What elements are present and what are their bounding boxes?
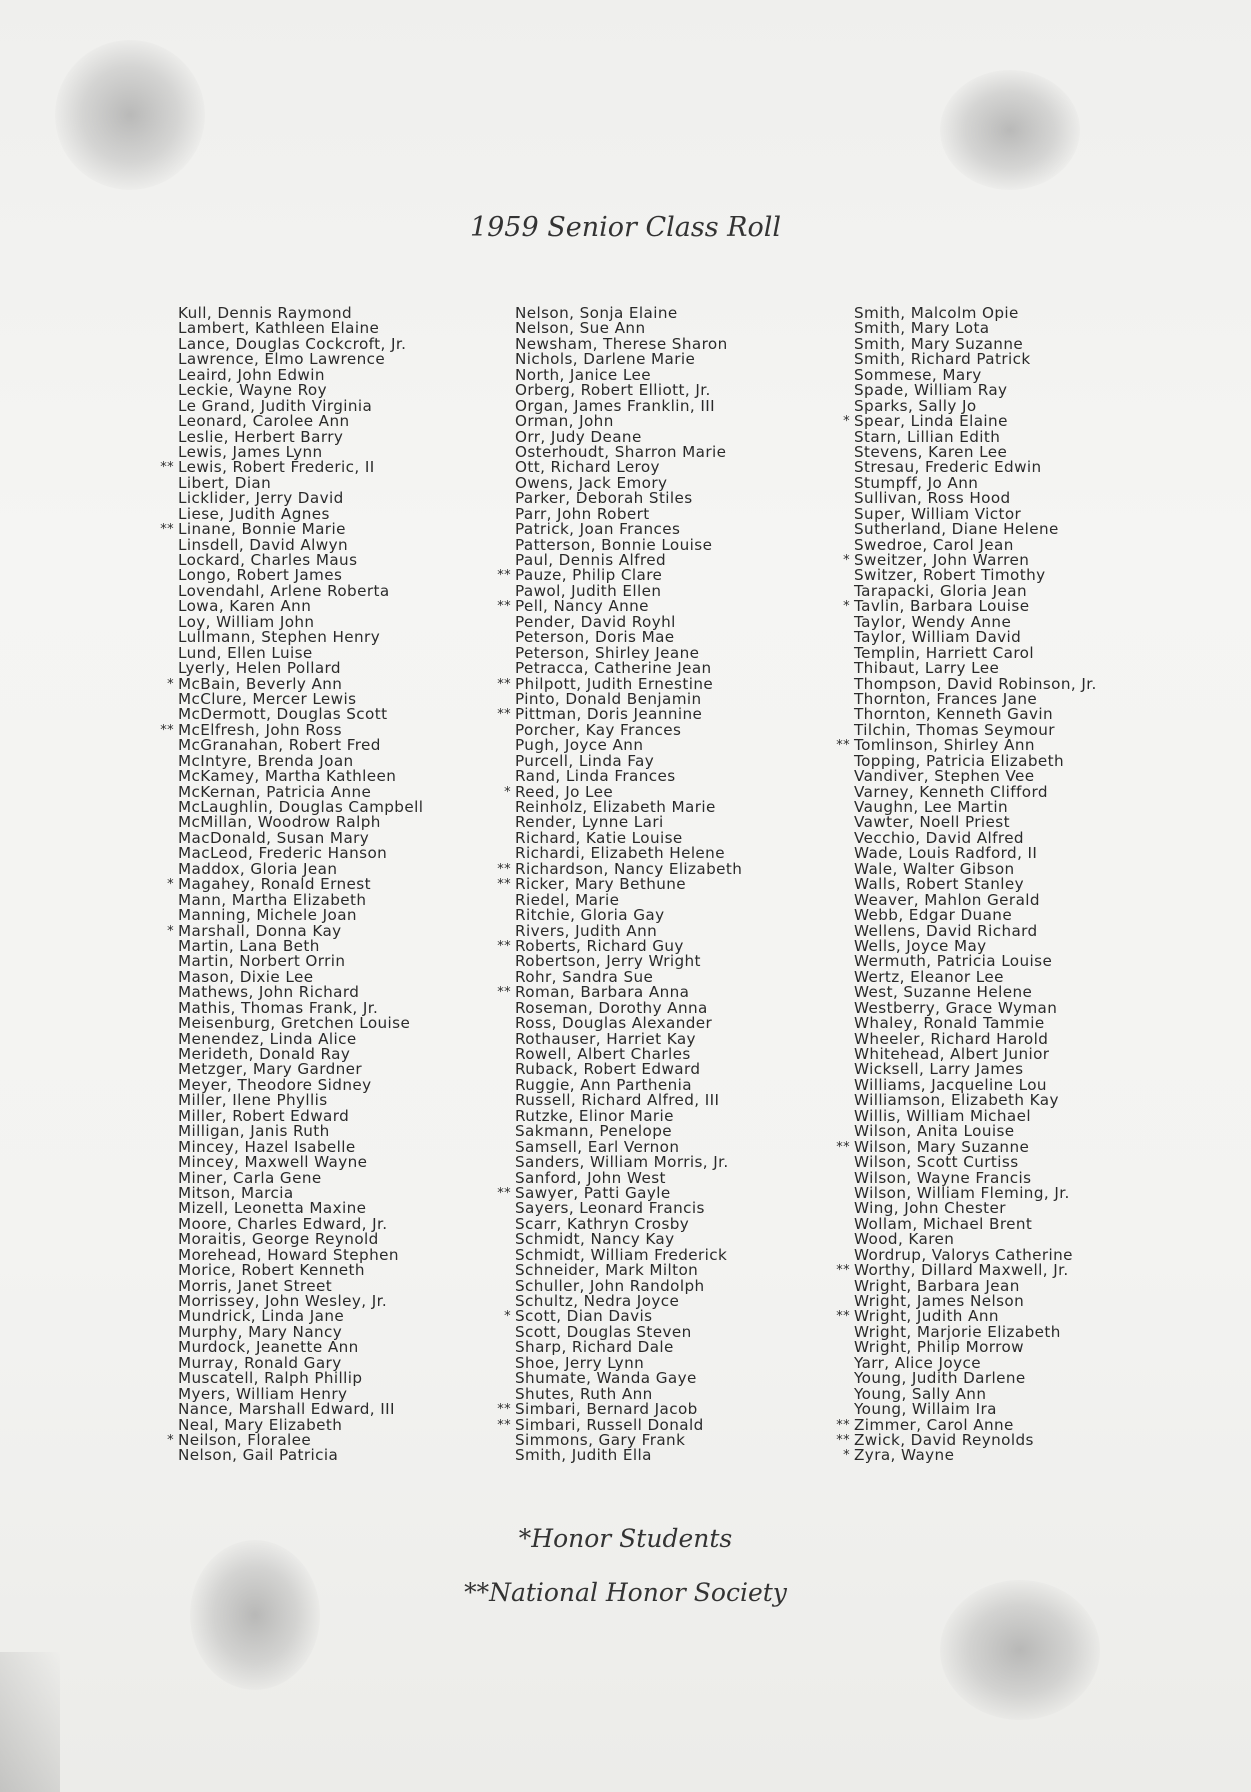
student-name: Linsdell, David Alwyn: [178, 535, 349, 554]
student-name: Sakmann, Penelope: [515, 1122, 672, 1141]
student-name: Smith, Richard Patrick: [854, 350, 1031, 369]
student-name: Peterson, Doris Mae: [515, 628, 675, 647]
student-name: Roman, Barbara Anna: [515, 983, 690, 1002]
student-name: Porcher, Kay Frances: [515, 720, 682, 739]
student-name: Reinholz, Elizabeth Marie: [515, 798, 716, 816]
student-name: Licklider, Jerry David: [178, 489, 344, 508]
student-name: Wright, Philip Morrow: [854, 1338, 1024, 1357]
student-name: Wilson, Wayne Francis: [854, 1168, 1032, 1187]
student-name: Lockard, Charles Maus: [178, 551, 358, 569]
student-name: Rowell, Albert Charles: [515, 1045, 691, 1063]
student-name: Milligan, Janis Ruth: [178, 1122, 330, 1141]
student-name: Ross, Douglas Alexander: [515, 1014, 713, 1033]
student-name: Wheeler, Richard Harold: [854, 1029, 1049, 1048]
student-name: Le Grand, Judith Virginia: [178, 396, 373, 415]
student-name: Render, Lynne Lari: [515, 813, 664, 832]
student-name: Scott, Douglas Steven: [515, 1322, 692, 1341]
legend-honor-students: *Honor Students: [518, 1524, 733, 1553]
student-name: McIntyre, Brenda Joan: [178, 751, 354, 770]
student-name: Mathews, John Richard: [178, 983, 360, 1002]
student-name: Reed, Jo Lee: [515, 782, 614, 801]
student-name: Schuller, John Randolph: [515, 1276, 705, 1295]
student-name: Newsham, Therese Sharon: [515, 334, 728, 353]
student-name: Purcell, Linda Fay: [515, 751, 655, 770]
student-name: Lawrence, Elmo Lawrence: [178, 350, 386, 369]
honor-mark: *: [843, 599, 850, 615]
student-name: Pinto, Donald Benjamin: [515, 689, 702, 708]
student-name: Rand, Linda Frances: [515, 767, 676, 786]
student-name: Linane, Bonnie Marie: [178, 520, 346, 539]
student-name: Mason, Dixie Lee: [178, 967, 314, 986]
student-name: Meisenburg, Gretchen Louise: [178, 1014, 411, 1033]
student-name: MacDonald, Susan Mary: [178, 828, 370, 847]
student-name: Worthy, Dillard Maxwell, Jr.: [854, 1261, 1069, 1280]
student-name: Yarr, Alice Joyce: [854, 1353, 981, 1372]
student-name: Sanders, William Morris, Jr.: [515, 1153, 729, 1172]
student-name: Thibaut, Larry Lee: [854, 659, 1000, 678]
student-name: Pauze, Philip Clare: [515, 566, 663, 585]
student-name: Vecchio, David Alfred: [854, 828, 1024, 847]
student-name: Morice, Robert Kenneth: [178, 1261, 365, 1280]
student-name: Schneider, Mark Milton: [515, 1261, 699, 1280]
student-name: Nelson, Gail Patricia: [178, 1446, 339, 1465]
student-name: Parker, Deborah Stiles: [515, 489, 693, 508]
student-name: Rohr, Sandra Sue: [515, 967, 654, 986]
student-name: Meyer, Theodore Sidney: [178, 1075, 372, 1094]
student-name: Templin, Harriett Carol: [854, 643, 1034, 662]
student-name: Neilson, Floralee: [178, 1430, 312, 1449]
student-name: Paul, Dennis Alfred: [515, 551, 666, 569]
student-name: Switzer, Robert Timothy: [854, 566, 1046, 585]
student-name: Patrick, Joan Frances: [515, 520, 681, 539]
national-honor-mark: **: [497, 568, 511, 584]
student-name: Sayers, Leonard Francis: [515, 1199, 705, 1218]
student-name: Organ, James Franklin, III: [515, 396, 715, 415]
student-name: Tomlinson, Shirley Ann: [854, 736, 1035, 755]
student-name: Smith, Malcolm Opie: [854, 304, 1019, 322]
honor-mark: *: [167, 1432, 174, 1448]
student-name: Wood, Karen: [854, 1230, 955, 1249]
student-name: Schmidt, Nancy Kay: [515, 1230, 675, 1249]
honor-mark: *: [167, 877, 174, 893]
student-name: Parr, John Robert: [515, 504, 650, 523]
student-name: Taylor, William David: [854, 628, 1022, 647]
student-name: Merideth, Donald Ray: [178, 1045, 351, 1063]
student-name: Ott, Richard Leroy: [515, 458, 660, 477]
student-name: Muscatell, Ralph Phillip: [178, 1369, 363, 1388]
student-name: Sweitzer, John Warren: [854, 551, 1030, 569]
student-name: Lance, Douglas Cockcroft, Jr.: [178, 334, 407, 353]
student-name: North, Janice Lee: [515, 365, 651, 384]
student-name: Rivers, Judith Ann: [515, 921, 658, 940]
honor-mark: *: [843, 553, 850, 568]
student-name: Wale, Walter Gibson: [854, 859, 1015, 878]
student-name: Simmons, Gary Frank: [515, 1430, 686, 1449]
national-honor-mark: **: [497, 877, 511, 893]
national-honor-mark: **: [497, 599, 511, 615]
student-name: McDermott, Douglas Scott: [178, 705, 388, 724]
student-name: Mizell, Leonetta Maxine: [178, 1199, 367, 1218]
student-name: Schultz, Nedra Joyce: [515, 1292, 680, 1310]
student-name: Walls, Robert Stanley: [854, 875, 1025, 894]
national-honor-mark: **: [497, 676, 511, 692]
student-name: Marshall, Donna Kay: [178, 921, 342, 940]
student-name: Wright, Marjorie Elizabeth: [854, 1322, 1061, 1341]
student-name: Sommese, Mary: [854, 365, 982, 384]
student-name: Stevens, Karen Lee: [854, 442, 1008, 461]
student-name: Spade, William Ray: [854, 381, 1008, 400]
student-name: MacLeod, Frederic Hanson: [178, 844, 388, 863]
student-name: Weaver, Mahlon Gerald: [854, 890, 1040, 909]
student-name: West, Suzanne Helene: [854, 983, 1033, 1002]
class-roll-entry: [178, 1448, 423, 1463]
student-name: Lyerly, Helen Pollard: [178, 659, 341, 678]
student-name: Miller, Ilene Phyllis: [178, 1091, 328, 1110]
class-roll-entry: [843, 1446, 1097, 1465]
honor-mark: *: [167, 676, 174, 692]
class-roll-entry: [515, 1448, 742, 1463]
student-name: Whaley, Ronald Tammie: [854, 1014, 1045, 1033]
student-name: Stresau, Frederic Edwin: [854, 458, 1042, 477]
student-name: McElfresh, John Ross: [178, 720, 342, 739]
student-name: Thompson, David Robinson, Jr.: [854, 674, 1097, 693]
student-name: Pugh, Joyce Ann: [515, 736, 644, 755]
name-column-3: [836, 304, 1097, 1465]
student-name: Swedroe, Carol Jean: [854, 535, 1014, 554]
student-name: Rothauser, Harriet Kay: [515, 1029, 696, 1048]
student-name: Miller, Robert Edward: [178, 1106, 350, 1125]
student-name: Vawter, Noell Priest: [854, 813, 1010, 832]
student-name: Wright, Judith Ann: [854, 1307, 999, 1326]
national-honor-mark: **: [836, 1432, 850, 1448]
student-name: McClure, Mercer Lewis: [178, 689, 357, 708]
student-name: Scarr, Kathryn Crosby: [515, 1214, 690, 1233]
student-name: Scott, Dian Davis: [515, 1307, 653, 1326]
student-name: Libert, Dian: [178, 473, 272, 492]
student-name: Wilson, Anita Louise: [854, 1122, 1015, 1141]
page-title: 1959 Senior Class Roll: [469, 212, 782, 243]
national-honor-mark: **: [836, 738, 850, 754]
student-name: Wright, James Nelson: [854, 1292, 1025, 1310]
student-name: Wells, Joyce May: [854, 936, 987, 955]
national-honor-mark: **: [836, 1417, 850, 1433]
student-name: Stumpff, Jo Ann: [854, 473, 979, 492]
student-name: Maddox, Gloria Jean: [178, 859, 338, 878]
student-name: Williams, Jacqueline Lou: [854, 1075, 1047, 1094]
student-name: Ruggie, Ann Parthenia: [515, 1075, 692, 1094]
student-name: Mitson, Marcia: [178, 1183, 294, 1202]
name-column-1: [160, 304, 424, 1465]
student-name: Samsell, Earl Vernon: [515, 1137, 680, 1156]
student-name: Leslie, Herbert Barry: [178, 427, 344, 446]
student-name: Murdock, Jeanette Ann: [178, 1338, 359, 1357]
student-name: McKamey, Martha Kathleen: [178, 767, 397, 786]
student-name: Kull, Dennis Raymond: [178, 304, 353, 322]
student-name: Sanford, John West: [515, 1168, 666, 1187]
student-name: Mundrick, Linda Jane: [178, 1307, 345, 1326]
student-name: Super, William Victor: [854, 504, 1022, 523]
student-name: Martin, Lana Beth: [178, 936, 320, 955]
national-honor-mark: **: [497, 1417, 511, 1433]
student-name: Taylor, Wendy Anne: [854, 612, 1012, 631]
student-name: Mathis, Thomas Frank, Jr.: [178, 998, 379, 1017]
student-name: Pawol, Judith Ellen: [515, 581, 662, 600]
student-name: Williamson, Elizabeth Kay: [854, 1091, 1059, 1110]
name-column-2: [497, 304, 743, 1465]
student-name: Loy, William John: [178, 612, 315, 631]
student-name: McGranahan, Robert Fred: [178, 736, 381, 755]
legend-national-honor-society: **National Honor Society: [464, 1578, 787, 1607]
student-name: Osterhoudt, Sharron Marie: [515, 442, 727, 461]
student-name: Wilson, Mary Suzanne: [854, 1137, 1030, 1156]
student-name: Miner, Carla Gene: [178, 1168, 322, 1187]
national-honor-mark: **: [836, 1139, 850, 1155]
honor-mark: *: [504, 784, 511, 800]
student-name: Vaughn, Lee Martin: [854, 798, 1009, 816]
student-name: Morris, Janet Street: [178, 1276, 333, 1295]
student-name: Smith, Mary Lota: [854, 319, 990, 338]
student-name: Orman, John: [515, 412, 614, 431]
national-honor-mark: **: [836, 1309, 850, 1325]
student-name: Morehead, Howard Stephen: [178, 1245, 399, 1264]
student-name: Orr, Judy Deane: [515, 427, 642, 446]
student-name: Wellens, David Richard: [854, 921, 1038, 940]
student-name: Peterson, Shirley Jeane: [515, 643, 700, 662]
student-name: Wright, Barbara Jean: [854, 1276, 1020, 1295]
student-name: Lovendahl, Arlene Roberta: [178, 581, 390, 600]
student-name: Moore, Charles Edward, Jr.: [178, 1214, 388, 1233]
student-name: Sawyer, Patti Gayle: [515, 1183, 671, 1202]
student-name: Metzger, Mary Gardner: [178, 1060, 363, 1079]
student-name: Wollam, Michael Brent: [854, 1214, 1033, 1233]
student-name: Spear, Linda Elaine: [854, 412, 1008, 431]
student-name: Webb, Edgar Duane: [854, 906, 1013, 925]
student-name: Simbari, Russell Donald: [515, 1415, 704, 1434]
student-name: Thornton, Frances Jane: [854, 689, 1038, 708]
stain-top-left: [55, 40, 205, 190]
student-name: Richard, Katie Louise: [515, 828, 683, 847]
student-name: Mincey, Maxwell Wayne: [178, 1153, 368, 1172]
student-name: Nance, Marshall Edward, III: [178, 1400, 395, 1419]
student-name: Riedel, Marie: [515, 890, 620, 909]
national-honor-mark: **: [497, 707, 511, 723]
student-name: Lund, Ellen Luise: [178, 643, 313, 662]
stain-top-right: [940, 70, 1080, 190]
student-name: Lowa, Karen Ann: [178, 597, 312, 616]
student-name: Richardson, Nancy Elizabeth: [515, 859, 743, 878]
student-name: Murray, Ronald Gary: [178, 1353, 342, 1372]
student-name: McBain, Beverly Ann: [178, 674, 343, 693]
student-name: Sullivan, Ross Hood: [854, 489, 1011, 508]
student-name: Lewis, James Lynn: [178, 442, 323, 461]
student-name: Myers, William Henry: [178, 1384, 348, 1403]
student-name: Wicksell, Larry James: [854, 1060, 1024, 1079]
student-name: Tavlin, Barbara Louise: [854, 597, 1030, 616]
student-name: Neal, Mary Elizabeth: [178, 1415, 343, 1434]
student-name: Smith, Judith Ella: [515, 1446, 652, 1465]
student-name: Pittman, Doris Jeannine: [515, 705, 703, 724]
student-name: Starn, Lillian Edith: [854, 427, 1001, 446]
student-name: Willis, William Michael: [854, 1106, 1031, 1125]
student-name: Leckie, Wayne Roy: [178, 381, 327, 400]
national-honor-mark: **: [836, 1263, 850, 1279]
student-name: Lullmann, Stephen Henry: [178, 628, 381, 647]
student-name: Zimmer, Carol Anne: [854, 1415, 1014, 1434]
student-name: Young, Judith Darlene: [854, 1369, 1026, 1388]
student-name: Orberg, Robert Elliott, Jr.: [515, 381, 711, 400]
student-name: Mann, Martha Elizabeth: [178, 890, 367, 909]
student-name: McLaughlin, Douglas Campbell: [178, 798, 424, 816]
student-name: Pell, Nancy Anne: [515, 597, 649, 616]
national-honor-mark: **: [160, 722, 174, 738]
corner-fold: [0, 1652, 60, 1792]
student-name: Wilson, William Fleming, Jr.: [854, 1183, 1070, 1202]
national-honor-mark: **: [497, 1185, 511, 1201]
student-name: Moraitis, George Reynold: [178, 1230, 379, 1249]
student-name: Lambert, Kathleen Elaine: [178, 319, 380, 338]
honor-mark: *: [504, 1309, 511, 1325]
student-name: Nichols, Darlene Marie: [515, 350, 696, 369]
student-name: Richardi, Elizabeth Helene: [515, 844, 725, 863]
student-name: Owens, Jack Emory: [515, 473, 668, 492]
student-name: Liese, Judith Agnes: [178, 504, 330, 523]
student-name: Mincey, Hazel Isabelle: [178, 1137, 356, 1156]
national-honor-mark: **: [497, 985, 511, 1001]
student-name: Shutes, Ruth Ann: [515, 1384, 653, 1403]
honor-mark: *: [843, 414, 850, 430]
student-name: Whitehead, Albert Junior: [854, 1045, 1050, 1063]
student-name: Sutherland, Diane Helene: [854, 520, 1059, 539]
student-name: Zwick, David Reynolds: [854, 1430, 1034, 1449]
student-name: Wermuth, Patricia Louise: [854, 952, 1053, 971]
student-name: Patterson, Bonnie Louise: [515, 535, 713, 554]
student-name: Wertz, Eleanor Lee: [854, 967, 1004, 986]
honor-mark: *: [167, 923, 174, 939]
national-honor-mark: **: [497, 938, 511, 954]
student-name: Schmidt, William Frederick: [515, 1245, 728, 1264]
student-name: Leaird, John Edwin: [178, 365, 325, 384]
national-honor-mark: **: [160, 522, 174, 538]
student-name: Russell, Richard Alfred, III: [515, 1091, 720, 1110]
student-name: Magahey, Ronald Ernest: [178, 875, 371, 894]
honor-mark: *: [843, 1448, 850, 1464]
student-name: McKernan, Patricia Anne: [178, 782, 372, 801]
student-name: Tilchin, Thomas Seymour: [854, 720, 1055, 739]
student-name: Menendez, Linda Alice: [178, 1029, 357, 1048]
student-name: Varney, Kenneth Clifford: [854, 782, 1048, 801]
student-name: Manning, Michele Joan: [178, 906, 357, 925]
student-name: Ricker, Mary Bethune: [515, 875, 687, 894]
student-name: Murphy, Mary Nancy: [178, 1322, 343, 1341]
student-name: Morrissey, John Wesley, Jr.: [178, 1292, 388, 1310]
student-name: McMillan, Woodrow Ralph: [178, 813, 381, 832]
student-name: Ritchie, Gloria Gay: [515, 906, 665, 925]
student-name: Shumate, Wanda Gaye: [515, 1369, 697, 1388]
student-name: Topping, Patricia Elizabeth: [854, 751, 1064, 770]
student-name: Wade, Louis Radford, II: [854, 844, 1038, 863]
student-name: Petracca, Catherine Jean: [515, 659, 712, 678]
student-name: Young, Sally Ann: [854, 1384, 987, 1403]
student-name: Roberts, Richard Guy: [515, 936, 684, 955]
student-name: Sharp, Richard Dale: [515, 1338, 674, 1357]
student-name: Longo, Robert James: [178, 566, 343, 585]
student-name: Leonard, Carolee Ann: [178, 412, 350, 431]
student-name: Pender, David Royhl: [515, 612, 676, 631]
student-name: Robertson, Jerry Wright: [515, 952, 701, 971]
student-name: Nelson, Sue Ann: [515, 319, 646, 338]
national-honor-mark: **: [497, 1402, 511, 1418]
student-name: Wing, John Chester: [854, 1199, 1006, 1218]
student-name: Philpott, Judith Ernestine: [515, 674, 714, 693]
student-name: Rutzke, Elinor Marie: [515, 1106, 674, 1125]
national-honor-mark: **: [160, 460, 174, 476]
student-name: Shoe, Jerry Lynn: [515, 1353, 645, 1372]
student-name: Roseman, Dorothy Anna: [515, 998, 708, 1017]
student-name: Zyra, Wayne: [854, 1446, 955, 1465]
student-name: Lewis, Robert Frederic, II: [178, 458, 375, 477]
stain-bottom-left: [190, 1540, 320, 1690]
national-honor-mark: **: [497, 861, 511, 877]
student-name: Sparks, Sally Jo: [854, 396, 977, 415]
student-name: Wordrup, Valorys Catherine: [854, 1245, 1073, 1264]
student-name: Smith, Mary Suzanne: [854, 334, 1024, 353]
student-name: Young, Willaim Ira: [854, 1400, 997, 1419]
student-name: Simbari, Bernard Jacob: [515, 1400, 698, 1419]
student-name: Westberry, Grace Wyman: [854, 998, 1058, 1017]
student-name: Vandiver, Stephen Vee: [854, 767, 1035, 786]
student-name: Ruback, Robert Edward: [515, 1060, 701, 1079]
student-name: Wilson, Scott Curtiss: [854, 1153, 1019, 1172]
student-name: Tarapacki, Gloria Jean: [854, 581, 1028, 600]
student-name: Martin, Norbert Orrin: [178, 952, 346, 971]
student-name: Thornton, Kenneth Gavin: [854, 705, 1053, 724]
student-name: Nelson, Sonja Elaine: [515, 304, 678, 322]
